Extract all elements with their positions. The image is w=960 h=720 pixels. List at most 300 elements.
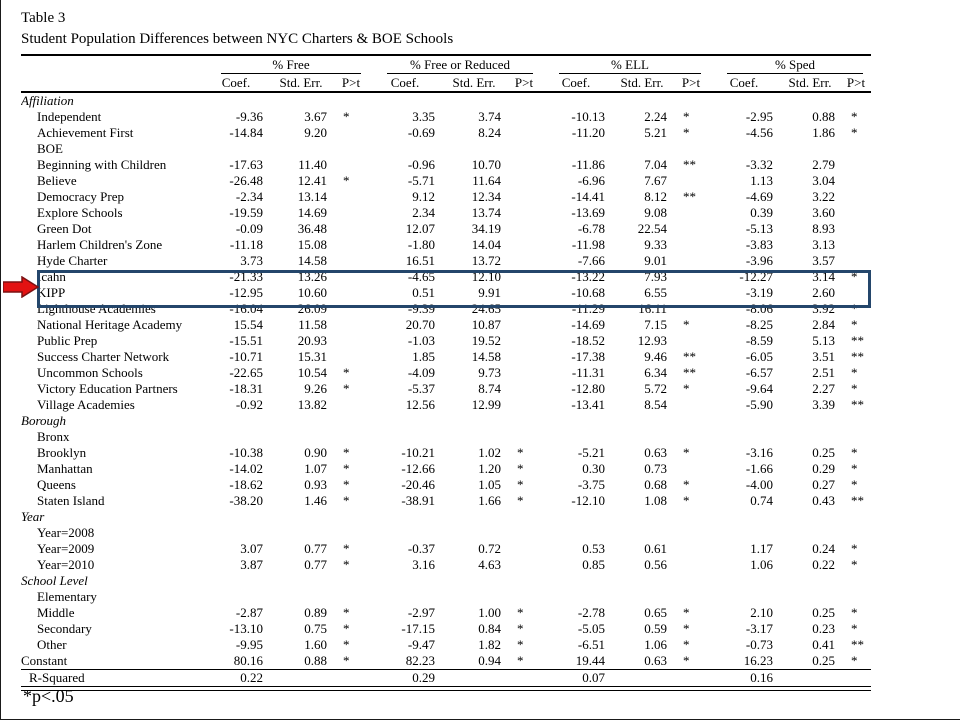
cell-pvalue: * (507, 653, 541, 670)
cell-pvalue (841, 189, 871, 205)
cell-stderr: 13.74 (471, 205, 501, 220)
cell-pvalue (841, 525, 871, 541)
cell-stderr: 1.60 (304, 637, 327, 652)
cell-stderr: 1.08 (644, 493, 667, 508)
cell-coef (541, 589, 611, 605)
table-row (21, 317, 871, 333)
cell-stderr: 0.77 (304, 557, 327, 572)
cell-coef: -3.83 (745, 237, 774, 252)
row-label: Believe (37, 173, 77, 188)
cell-coef: -38.20 (229, 493, 263, 508)
cell-stderr: 12.34 (471, 189, 501, 204)
row-label: Success Charter Network (37, 349, 170, 364)
cell-pvalue (841, 92, 871, 109)
cell-stderr: 6.55 (644, 285, 667, 300)
column-subheader: Std. Err. (269, 74, 333, 92)
cell-pvalue: * (517, 621, 524, 636)
cell-pvalue (673, 589, 709, 605)
table-row (21, 237, 871, 253)
cell-stderr: 8.12 (644, 189, 667, 204)
table-row (21, 253, 871, 269)
cell-stderr: 8.74 (478, 381, 501, 396)
cell-pvalue (507, 109, 541, 125)
table-row (21, 365, 871, 381)
cell-coef: 1.17 (750, 541, 774, 556)
cell-coef (203, 509, 269, 525)
cell-coef: -13.41 (571, 397, 605, 412)
table-row (21, 381, 871, 397)
cell-stderr: 3.92 (812, 301, 836, 316)
table-row (21, 413, 871, 429)
cell-pvalue: * (673, 653, 709, 670)
cell-coef: -13.10 (229, 621, 263, 636)
cell-coef: -12.80 (571, 381, 605, 396)
table-row (21, 109, 871, 125)
cell-pvalue (333, 189, 369, 205)
cell-stderr: 0.61 (644, 541, 667, 556)
cell-pvalue: * (683, 125, 690, 140)
cell-coef: -10.38 (229, 445, 263, 460)
cell-pvalue (841, 157, 871, 173)
cell-pvalue (841, 573, 871, 589)
cell-coef: -22.65 (229, 365, 263, 380)
cell-coef: -9.36 (235, 109, 263, 124)
cell-pvalue: * (851, 541, 858, 556)
cell-pvalue (673, 205, 709, 221)
cell-coef: 3.87 (240, 557, 263, 572)
cell-pvalue (333, 573, 369, 589)
cell-stderr: 3.13 (812, 237, 836, 252)
cell-coef: 9.12 (412, 189, 435, 204)
cell-pvalue (507, 221, 541, 237)
cell-coef: -1.66 (745, 461, 774, 476)
cell-stderr: 0.24 (812, 541, 836, 556)
cell-coef: 1.13 (750, 173, 774, 188)
cell-stderr: 0.27 (812, 477, 836, 492)
cell-stderr: 1.86 (812, 125, 836, 140)
cell-stderr (269, 92, 333, 109)
cell-stderr: 1.46 (304, 493, 327, 508)
cell-coef: 0.74 (750, 493, 774, 508)
cell-pvalue (507, 365, 541, 381)
cell-stderr: 3.51 (812, 349, 836, 364)
cell-pvalue: * (517, 477, 524, 492)
cell-pvalue (673, 525, 709, 541)
cell-stderr: 6.34 (644, 365, 667, 380)
cell-coef: 0.51 (412, 285, 435, 300)
cell-pvalue (673, 670, 709, 687)
cell-coef: -13.22 (571, 269, 605, 284)
cell-coef: -11.31 (571, 365, 605, 380)
row-label: Brooklyn (37, 445, 87, 460)
cell-stderr (611, 670, 673, 687)
row-label: Year=2008 (37, 525, 95, 540)
cell-coef (369, 413, 441, 429)
cell-coef: -0.37 (407, 541, 435, 556)
row-label: Queens (37, 477, 76, 492)
cell-coef: -26.48 (229, 173, 263, 188)
cell-pvalue: * (851, 301, 858, 316)
cell-pvalue: * (343, 445, 350, 460)
cell-stderr: 10.60 (297, 285, 327, 300)
cell-pvalue: ** (851, 493, 865, 508)
table-row (21, 429, 871, 445)
column-group-label: % Free (221, 56, 361, 74)
cell-stderr: 11.58 (298, 317, 327, 332)
cell-coef: -8.25 (745, 317, 774, 332)
row-label: National Heritage Academy (37, 317, 183, 332)
cell-pvalue: ** (683, 365, 696, 380)
row-label: Victory Education Partners (37, 381, 178, 396)
cell-coef: -21.33 (229, 269, 263, 284)
cell-coef (369, 509, 441, 525)
table-row (21, 221, 871, 237)
cell-pvalue: * (343, 381, 350, 396)
cell-stderr (441, 509, 507, 525)
cell-coef: -3.75 (577, 477, 605, 492)
cell-pvalue: * (343, 109, 350, 124)
cell-pvalue: ** (683, 157, 696, 172)
row-label: Affiliation (21, 93, 74, 108)
cell-stderr: 0.90 (304, 445, 327, 460)
cell-stderr: 2.24 (644, 109, 667, 124)
row-label: Elementary (37, 589, 97, 604)
cell-coef: -16.04 (229, 301, 263, 316)
cell-stderr: 8.93 (812, 221, 836, 236)
cell-coef: -12.10 (571, 493, 605, 508)
cell-stderr: 2.27 (812, 381, 836, 396)
cell-pvalue (507, 429, 541, 445)
table-row (21, 493, 871, 509)
cell-coef: -3.19 (745, 285, 774, 300)
cell-stderr: 9.73 (478, 365, 501, 380)
row-label: Harlem Children's Zone (37, 237, 163, 252)
cell-stderr (611, 141, 673, 157)
cell-pvalue: ** (683, 349, 696, 364)
cell-pvalue (507, 573, 541, 589)
cell-coef: 80.16 (203, 653, 269, 670)
cell-stderr: 0.63 (644, 445, 667, 460)
corner-cell (21, 56, 203, 74)
cell-coef (541, 413, 611, 429)
cell-coef: 3.35 (412, 109, 435, 124)
cell-pvalue: * (343, 173, 350, 188)
table-row (21, 589, 871, 605)
column-group-header (369, 56, 541, 74)
column-group-row (21, 56, 871, 74)
cell-coef: -3.96 (745, 253, 774, 268)
row-label: Explore Schools (37, 205, 123, 220)
cell-coef (541, 525, 611, 541)
row-label: Year=2009 (37, 541, 95, 556)
cell-stderr: 0.23 (812, 621, 836, 636)
cell-pvalue (673, 221, 709, 237)
table-row (21, 445, 871, 461)
cell-stderr (441, 670, 507, 687)
column-subheader: Coef. (369, 74, 441, 92)
cell-stderr: 9.20 (304, 125, 327, 140)
cell-pvalue (673, 173, 709, 189)
cell-coef: -1.03 (407, 333, 435, 348)
cell-stderr (441, 413, 507, 429)
cell-pvalue (507, 189, 541, 205)
cell-stderr: 0.73 (644, 461, 667, 476)
cell-stderr (779, 429, 841, 445)
cell-coef: -0.69 (407, 125, 435, 140)
cell-pvalue (507, 397, 541, 413)
cell-pvalue: * (343, 477, 350, 492)
cell-coef: -0.73 (745, 637, 774, 652)
cell-pvalue (507, 381, 541, 397)
cell-stderr: 10.54 (297, 365, 327, 380)
cell-stderr: 5.21 (644, 125, 667, 140)
cell-stderr: 24.65 (471, 301, 501, 316)
cell-pvalue: * (343, 557, 350, 572)
cell-coef: -15.51 (229, 333, 263, 348)
column-subheader: P>t (673, 74, 709, 92)
cell-stderr (779, 509, 841, 525)
cell-stderr (441, 141, 507, 157)
cell-pvalue: * (851, 445, 858, 460)
cell-stderr: 0.25 (812, 445, 836, 460)
row-label: Achievement First (37, 125, 134, 140)
cell-pvalue: * (343, 461, 350, 476)
cell-stderr: 0.68 (644, 477, 667, 492)
cell-coef: -2.78 (577, 605, 605, 620)
cell-pvalue (841, 237, 871, 253)
cell-stderr: 1.20 (478, 461, 501, 476)
row-label: Staten Island (37, 493, 105, 508)
cell-coef: -9.64 (745, 381, 774, 396)
column-subheader: P>t (507, 74, 541, 92)
cell-stderr: 5.72 (644, 381, 667, 396)
cell-coef: 0.85 (582, 557, 605, 572)
cell-coef: -3.32 (745, 157, 774, 172)
cell-stderr: 3.57 (812, 253, 836, 268)
cell-pvalue (673, 573, 709, 589)
cell-pvalue: * (343, 365, 350, 380)
cell-pvalue (333, 670, 369, 687)
cell-pvalue: * (683, 477, 690, 492)
cell-stderr: 8.54 (644, 397, 667, 412)
cell-pvalue: * (517, 637, 524, 652)
cell-coef: -3.16 (745, 445, 774, 460)
cell-coef: 19.44 (541, 653, 611, 670)
cell-stderr (269, 670, 333, 687)
cell-stderr: 0.43 (812, 493, 836, 508)
cell-coef: -5.21 (577, 445, 605, 460)
cell-stderr: 20.93 (297, 333, 327, 348)
cell-stderr (779, 573, 841, 589)
cell-stderr: 1.07 (304, 461, 327, 476)
cell-pvalue (507, 525, 541, 541)
row-label: Other (37, 637, 67, 652)
cell-pvalue (507, 157, 541, 173)
cell-stderr: 0.29 (812, 461, 836, 476)
cell-coef (203, 525, 269, 541)
cell-stderr: 9.91 (478, 285, 501, 300)
cell-stderr: 2.51 (812, 365, 836, 380)
cell-coef: 0.53 (582, 541, 605, 556)
cell-stderr: 0.56 (644, 557, 667, 572)
cell-coef: -0.96 (407, 157, 435, 172)
row-label: R-Squared (21, 670, 203, 687)
row-label: Middle (37, 605, 75, 620)
cell-coef (541, 573, 611, 589)
cell-stderr: 9.33 (644, 237, 667, 252)
cell-stderr: 3.60 (812, 205, 836, 220)
cell-coef: 12.56 (405, 397, 435, 412)
cell-pvalue: * (343, 605, 350, 620)
cell-pvalue (333, 141, 369, 157)
cell-coef: -10.21 (401, 445, 435, 460)
cell-stderr: 13.72 (471, 253, 501, 268)
cell-pvalue: * (851, 109, 858, 124)
cell-coef: -18.31 (229, 381, 263, 396)
cell-coef: -5.13 (745, 221, 774, 236)
cell-stderr: 13.14 (297, 189, 327, 204)
cell-coef: -11.86 (571, 157, 605, 172)
cell-stderr: 0.25 (779, 653, 841, 670)
cell-stderr: 36.48 (297, 221, 327, 236)
cell-pvalue (673, 92, 709, 109)
table-row (21, 557, 871, 573)
cell-coef: 0.29 (369, 670, 441, 687)
cell-pvalue (333, 589, 369, 605)
cell-coef: -4.69 (745, 189, 774, 204)
cell-stderr (779, 670, 841, 687)
cell-stderr: 0.84 (478, 621, 501, 636)
cell-stderr: 2.60 (812, 285, 836, 300)
row-label: Year (21, 509, 45, 524)
cell-coef: -8.06 (745, 301, 774, 316)
cell-stderr: 10.70 (471, 157, 501, 172)
cell-coef (541, 141, 611, 157)
cell-stderr: 12.10 (471, 269, 501, 284)
red-arrow-icon (3, 276, 39, 298)
cell-coef (541, 429, 611, 445)
column-subheader: Coef. (203, 74, 269, 92)
cell-coef: -17.63 (229, 157, 263, 172)
cell-pvalue: * (851, 557, 858, 572)
column-subheader: Std. Err. (611, 74, 673, 92)
cell-stderr (269, 525, 333, 541)
row-label: Uncommon Schools (37, 365, 143, 380)
regression-table (21, 54, 871, 691)
cell-coef (203, 141, 269, 157)
cell-stderr: 0.65 (644, 605, 667, 620)
cell-pvalue (841, 141, 871, 157)
cell-stderr (441, 525, 507, 541)
cell-pvalue: * (851, 365, 858, 380)
cell-stderr: 3.04 (812, 173, 836, 188)
cell-stderr: 12.93 (637, 333, 667, 348)
table-row (21, 477, 871, 493)
table-row (21, 125, 871, 141)
cell-pvalue: * (851, 621, 858, 636)
cell-pvalue: * (851, 381, 858, 396)
cell-coef: -14.84 (229, 125, 263, 140)
cell-stderr: 7.15 (644, 317, 667, 332)
cell-stderr (269, 429, 333, 445)
cell-coef: -38.91 (401, 493, 435, 508)
cell-pvalue (333, 525, 369, 541)
cell-pvalue (507, 237, 541, 253)
cell-pvalue: * (343, 541, 350, 556)
cell-stderr: 7.93 (644, 269, 667, 284)
cell-coef: -11.20 (571, 125, 605, 140)
cell-stderr (441, 92, 507, 109)
cell-pvalue (507, 125, 541, 141)
corner-cell (21, 74, 203, 92)
table-row (21, 541, 871, 557)
cell-stderr (779, 141, 841, 157)
cell-pvalue: * (517, 493, 524, 508)
cell-pvalue (673, 461, 709, 477)
cell-coef: -3.17 (745, 621, 774, 636)
cell-pvalue (673, 333, 709, 349)
cell-pvalue (673, 237, 709, 253)
cell-stderr (611, 509, 673, 525)
row-label: Hyde Charter (37, 253, 108, 268)
cell-pvalue (507, 253, 541, 269)
cell-coef: -4.00 (745, 477, 774, 492)
cell-pvalue (673, 141, 709, 157)
cell-pvalue (333, 317, 369, 333)
cell-coef (709, 413, 779, 429)
cell-pvalue (673, 253, 709, 269)
table-row (21, 605, 871, 621)
cell-pvalue (507, 317, 541, 333)
cell-pvalue: * (683, 621, 690, 636)
cell-stderr (779, 92, 841, 109)
highlight-box (37, 270, 871, 308)
table-row (21, 525, 871, 541)
cell-coef (203, 589, 269, 605)
cell-stderr (441, 589, 507, 605)
table-row (21, 653, 871, 670)
cell-pvalue: * (683, 317, 690, 332)
cell-coef: 16.51 (405, 253, 435, 268)
cell-coef: -7.66 (577, 253, 605, 268)
column-subheader: Coef. (541, 74, 611, 92)
cell-pvalue: * (683, 445, 690, 460)
cell-stderr (269, 413, 333, 429)
cell-stderr (269, 589, 333, 605)
cell-pvalue (333, 125, 369, 141)
cell-coef: -8.59 (745, 333, 774, 348)
row-label: Democracy Prep (37, 189, 124, 204)
cell-pvalue (507, 92, 541, 109)
cell-coef: 2.34 (412, 205, 435, 220)
cell-coef: -5.37 (407, 381, 435, 396)
cell-coef: -2.34 (235, 189, 263, 204)
cell-stderr: 2.79 (812, 157, 836, 172)
cell-pvalue (333, 205, 369, 221)
cell-pvalue (673, 429, 709, 445)
cell-coef: 0.16 (709, 670, 779, 687)
cell-pvalue (507, 173, 541, 189)
row-label: Secondary (37, 621, 92, 636)
cell-coef: -4.65 (407, 269, 435, 284)
cell-pvalue: ** (851, 333, 865, 348)
cell-coef: -4.56 (745, 125, 774, 140)
cell-stderr: 9.01 (644, 253, 667, 268)
cell-coef (709, 92, 779, 109)
cell-coef: -6.51 (577, 637, 605, 652)
column-subheader: P>t (841, 74, 871, 92)
cell-pvalue (507, 413, 541, 429)
